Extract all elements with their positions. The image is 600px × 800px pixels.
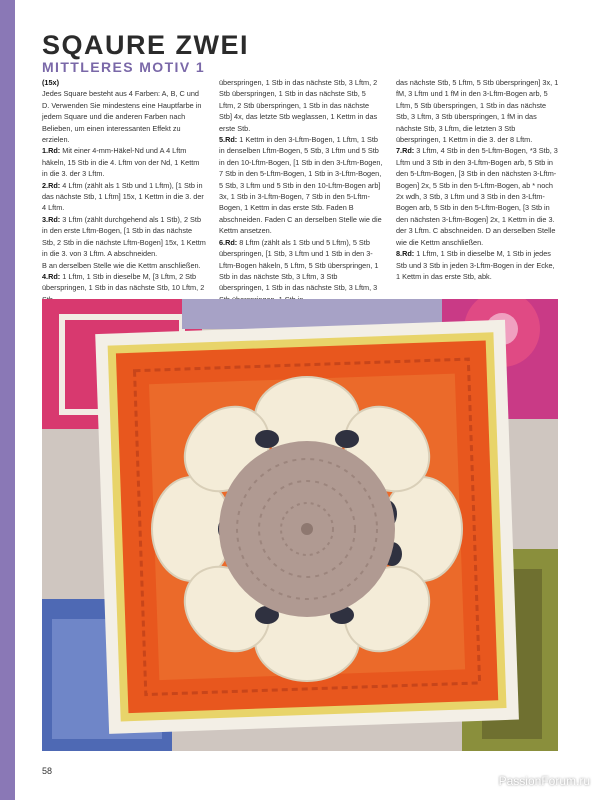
round-label: 4.Rd: (42, 271, 61, 281)
instruction-text: 1 Kettm in den 3-Lftm-Bogen, 1 Lftm, 1 Stb in denselben Lftm-Bogen, 5 Stb, 3 Lftm und 5 Stb in den 10-Lftm-Bogen, [1 Stb in den 3-Lftm-Bogen, 7 Stb in den 5-Lftm-Bogen, 1 Stb in 3-Lftm-Bogen, 5 Stb, 3 Lftm und 5 Stb in den 10-Lftm-Bogen arb] 3x, 1 Stb in 3-Lftm-Bogen, 7 Stb in den 5-Lftm-Bogen, 1 Kettm in das erste Stb. Faden B abschneiden. Faden C an derselben Stelle wie die Kettm ansetzen. (219, 135, 383, 236)
instruction-paragraph (42, 260, 206, 271)
round-label: 6.Rd: (219, 237, 238, 247)
instruction-text: 4 Lftm (zählt als 1 Stb und 1 Lftm), [1 Stb in das nächste Stb, 1 Lftm] 15x, 1 Kettm in die 3. der 4 Lftm. (42, 180, 204, 213)
instruction-paragraph (219, 77, 383, 134)
watermark-text: PassionForum.ru (498, 774, 590, 788)
instruction-paragraph (219, 237, 383, 305)
page-title: SQAURE ZWEI (42, 30, 250, 60)
instruction-text: 3 Lftm, 4 Stb in den 5-Lftm-Bogen, *3 Stb, 3 Lftm und 3 Stb in den 3-Lftm-Bogen arb, 5 Stb in den 5-Lftm-Bogen, [3 Stb in den nächsten 3-Lftm-Bogen] 2x, 5 Stb in den 5-Lftm-Bogen, ab * noch 2x wdh, 3 Stb, 3 Lftm und 3 Stb in den 3-Lftm-Bogen arb, 5 Stb in den 5-Lftm-Bogen, [3 Stb in den nächsten 3-Lftm-Bogen] 2x, 1 Kettm in die 3. der 3 Lftm. C abschneiden. D an derselben Stelle wie die Kettm anschließen. (396, 146, 558, 247)
instruction-paragraph (42, 180, 206, 214)
page-number: 58 (42, 766, 53, 776)
crochet-square-photo (42, 299, 558, 751)
instruction-text: Jedes Square besteht aus 4 Farben: A, B, C und D. Verwenden Sie mindestens eine Hauptfarbe in jedem Square und die anderen Farben nach Belieben, um einen interessanten Effekt zu erzielen. (42, 89, 202, 145)
round-label: 7.Rd: (396, 146, 415, 156)
instruction-text: 8 Lftm (zählt als 1 Stb und 5 Lftm), 5 Stb überspringen, [1 Stb, 3 Lftm und 1 Stb in den 3-Lftm-Bogen häkeln, 5 Lftm, 5 Stb überspringen, 1 Stb in das nächste Stb, 3 Lftm, 3 Stb überspringen, 1 Stb in das nächste Stb, 3 Lftm, 3 (219, 237, 379, 293)
round-label: 1.Rd: (42, 146, 61, 156)
page-subtitle: MITTLERES MOTIV 1 (42, 59, 206, 75)
instruction-paragraph (42, 88, 206, 145)
purple-side-bar (0, 0, 15, 800)
instruction-paragraph (219, 134, 383, 237)
instruction-paragraph (396, 248, 560, 282)
instructions-columns (42, 77, 560, 299)
instruction-paragraph (42, 145, 206, 179)
instruction-text: das nächste Stb, 5 Lftm, 5 Stb überspringen] 3x, 1 fM, 3 Lftm und 1 fM in den 3-Lftm-Bogen arb, 5 Lftm, 5 Stb überspringen, 1 Stb in das nächste Stb, 3 Lftm, 3 Stb überspringen, 1 fM in das nächste Stb, 3 Lftm, die letzten 3 Stb überspringen, 1 Kettm in die 3. der 8 Lftm. (396, 78, 559, 145)
instruction-text: (15x) (42, 78, 60, 87)
instructions-column-3 (396, 77, 560, 299)
instruction-text: 1 Lftm, 1 Stb in dieselbe M, [3 Lftm, 2 Stb überspringen, 1 Stb in das nächste Stb, 10 Lftm, 2 (42, 271, 205, 293)
instructions-column-2 (219, 77, 383, 299)
round-label: 3.Rd: (42, 214, 61, 224)
instruction-text: B an derselben Stelle wie die Kettm anschließen. (42, 260, 201, 270)
instruction-paragraph (396, 145, 560, 248)
round-label: 5.Rd: (219, 135, 238, 145)
instruction-text: 3 Lftm (zählt durchgehend als 1 Stb), 2 Stb in den erste Lftm-Bogen, [1 Stb in das nächste Stb, 2 Stb in die nächste Lftm-Bogen] 15x, 1 Kettm in die 3. von 3 Lftm. A abschneiden. (42, 214, 206, 259)
instructions-column-1 (42, 77, 206, 299)
round-label: 8.Rd: (396, 249, 415, 259)
instruction-text: überspringen, 1 Stb in das nächste Stb, 3 Lftm, 2 Stb überspringen, 1 Stb in das nächste Stb, 5 Lftm, 2 Stb überspringen, 1 Stb in das nächste Stb] 4x, das letzte Stb weglassen, 1 Kettm in das erste Stb. (219, 78, 378, 133)
instruction-paragraph (42, 77, 206, 88)
crochet-square-illustration (42, 299, 558, 751)
round-label: 2.Rd: (42, 180, 61, 190)
instruction-text: 1 Lftm, 1 Stb in dieselbe M, 1 Stb in jedes Stb und 3 Stb in jeden 3-Lftm-Bogen in der Ecke, 1 Kettm in das erste Stb, abk. (396, 249, 555, 281)
instruction-paragraph (396, 77, 560, 145)
instruction-paragraph (42, 214, 206, 260)
instruction-text: Mit einer 4-mm-Häkel-Nd und A 4 Lftm häkeln, 15 Stb in die 4. Lftm von der Nd, 1 Kettm in die 3. der 3 Lftm. (42, 146, 200, 179)
